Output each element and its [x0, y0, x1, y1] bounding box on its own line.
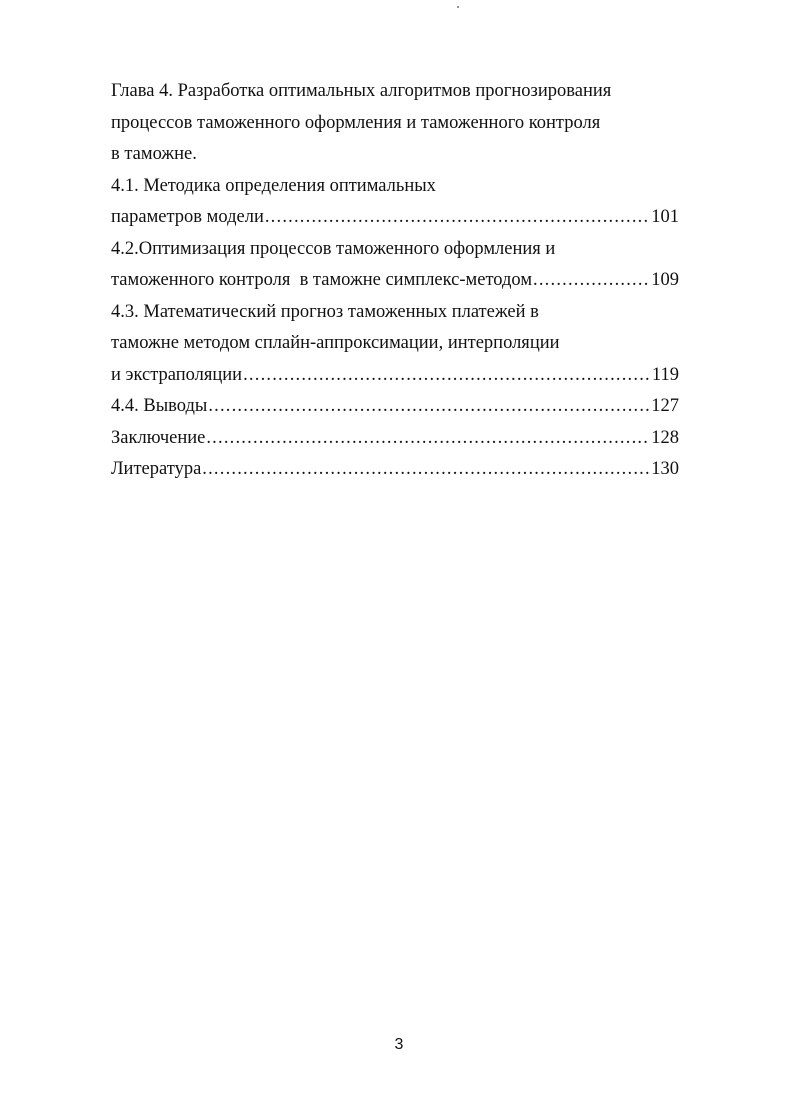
dot-leader	[206, 423, 650, 455]
section-4-4-page: 127	[651, 396, 679, 416]
section-4-4-label: 4.4. Выводы	[111, 396, 208, 416]
section-4-2-line-1: 4.2.Оптимизация процессов таможенного оформления и	[111, 238, 556, 259]
conclusion-label: Заключение	[111, 427, 206, 448]
chapter-4-title-line-3: в таможне.	[111, 144, 197, 164]
toc-entry-section-4-2[interactable]	[111, 265, 679, 297]
scan-speck	[457, 6, 459, 8]
dot-leader	[202, 454, 650, 486]
section-4-3-line-1: 4.3. Математический прогноз таможенных платежей в	[111, 301, 539, 322]
dot-leader	[265, 202, 650, 234]
page-number: 3	[394, 1036, 404, 1053]
section-4-1-line-1: 4.1. Методика определения оптимальных	[111, 175, 436, 196]
chapter-4-title-line-2: процессов таможенного оформления и таможенного контроля	[111, 112, 601, 133]
section-4-1-page: 101	[651, 207, 679, 227]
section-4-2-page: 109	[651, 270, 679, 290]
section-4-1-line-2: параметров модели	[111, 207, 264, 227]
table-of-contents	[111, 76, 679, 486]
dot-leader	[208, 391, 650, 423]
section-4-3-page: 119	[651, 364, 679, 385]
section-4-3-line-2: таможне методом сплайн-аппроксимации, интерполяции	[111, 333, 560, 353]
toc-entry-literature[interactable]	[111, 454, 679, 486]
section-4-2-line-2: таможенного контроля в таможне симплекс-методом	[111, 270, 533, 290]
dot-leader	[243, 360, 651, 392]
toc-entry-conclusion[interactable]	[111, 423, 679, 455]
literature-label: Литература	[111, 459, 202, 479]
conclusion-page: 128	[651, 427, 679, 448]
chapter-4-title-line-1: Глава 4. Разработка оптимальных алгоритмов прогнозирования	[111, 81, 612, 101]
toc-entry-section-4-3[interactable]	[111, 360, 679, 392]
dot-leader	[533, 265, 650, 297]
toc-entry-section-4-1[interactable]	[111, 202, 679, 234]
literature-page: 130	[651, 459, 679, 479]
section-4-3-line-3: и экстраполяции	[111, 364, 243, 385]
toc-entry-section-4-4[interactable]	[111, 391, 679, 423]
